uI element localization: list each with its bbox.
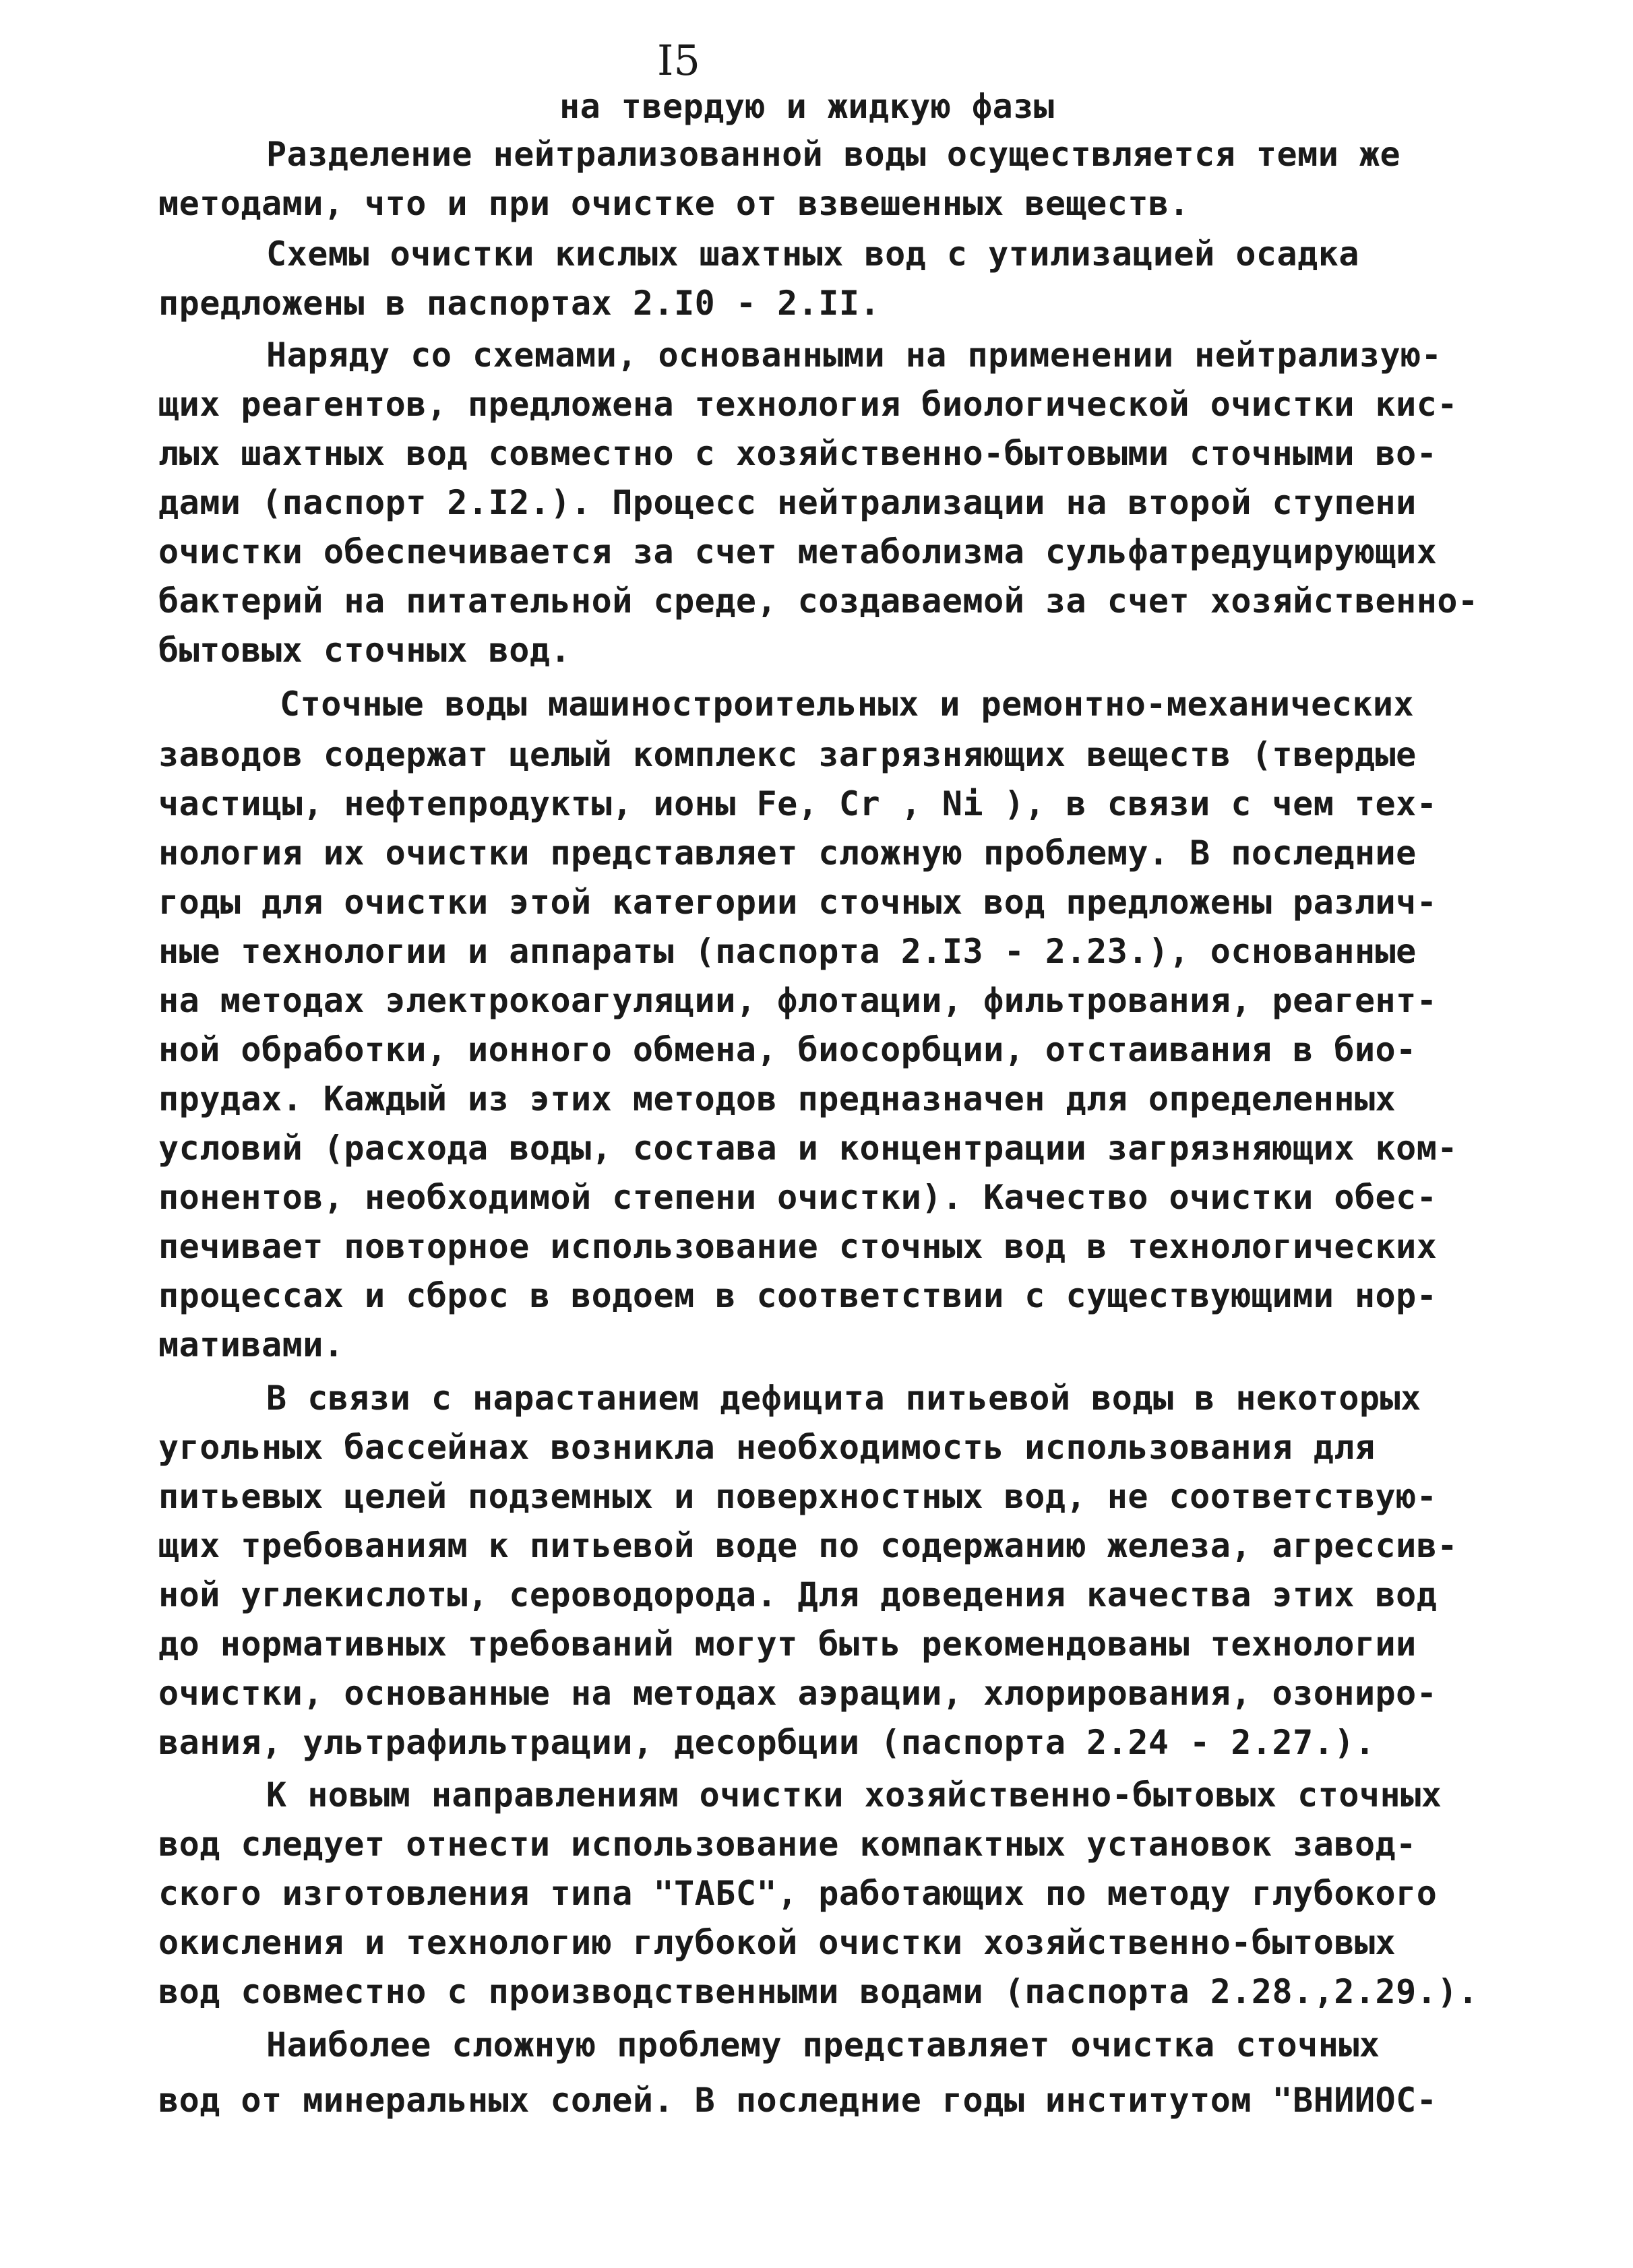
text-line: очистки, основанные на методах аэрации, хлорирования, озониро- xyxy=(158,1674,1438,1713)
text-line: щих требованиям к питьевой воде по содержанию железа, агрессив- xyxy=(158,1526,1458,1565)
text-line: до нормативных требований могут быть рекомендованы технологии xyxy=(158,1625,1417,1664)
text-line: бытовых сточных вод. xyxy=(158,631,572,670)
text-line: ной углекислоты, сероводорода. Для доведения качества этих вод xyxy=(158,1575,1438,1614)
text-line: Разделение нейтрализованной воды осуществляется теми же xyxy=(266,135,1401,174)
text-line: годы для очистки этой категории сточных вод предложены различ- xyxy=(158,883,1438,922)
text-line: вод следует отнести использование компактных установок завод- xyxy=(158,1825,1417,1864)
text-line: бактерий на питательной среде, создаваемой за счет хозяйственно- xyxy=(158,581,1479,621)
text-line: нология их очистки представляет сложную проблему. В последние xyxy=(158,833,1417,873)
text-line: процессах и сброс в водоем в соответствии с существующими нор- xyxy=(158,1276,1438,1315)
text-line: окисления и технологию глубокой очистки хозяйственно-бытовых xyxy=(158,1923,1396,1962)
text-line: В связи с нарастанием дефицита питьевой воды в некоторых xyxy=(266,1379,1421,1418)
text-line: условий (расхода воды, состава и концентрации загрязняющих ком- xyxy=(158,1129,1458,1168)
text-line: угольных бассейнах возникла необходимость использования для xyxy=(158,1428,1376,1467)
text-line: печивает повторное использование сточных вод в технологических xyxy=(158,1227,1438,1266)
text-line: питьевых целей подземных и поверхностных вод, не соответствую- xyxy=(158,1477,1438,1516)
text-line: вод совместно с производственными водами (паспорта 2.28.,2.29.). xyxy=(158,1972,1479,2011)
text-line: частицы, нефтепродукты, ионы Fe, Cr , Ni ), в связи с чем тех- xyxy=(158,784,1438,823)
text-line: Схемы очистки кислых шахтных вод с утилизацией осадка xyxy=(266,234,1359,274)
text-line: щих реагентов, предложена технология биологической очистки кис- xyxy=(158,385,1458,424)
text-line: Наиболее сложную проблему представляет очистка сточных xyxy=(266,2025,1380,2065)
text-line: вод от минеральных солей. В последние годы институтом "ВНИИОС- xyxy=(158,2081,1438,2120)
text-line: прудах. Каждый из этих методов предназначен для определенных xyxy=(158,1079,1396,1119)
text-line: Наряду со схемами, основанными на применении нейтрализую- xyxy=(266,336,1442,375)
text-line: предложены в паспортах 2.I0 - 2.II. xyxy=(158,284,881,323)
text-line: вания, ультрафильтрации, десорбции (паспорта 2.24 - 2.27.). xyxy=(158,1723,1376,1762)
text-line: ной обработки, ионного обмена, биосорбции, отстаивания в био- xyxy=(158,1030,1417,1069)
text-line: Сточные воды машиностроительных и ремонтно-механических xyxy=(280,685,1415,724)
text-line: К новым направлениям очистки хозяйственно-бытовых сточных xyxy=(266,1775,1442,1815)
text-line: на методах электрокоагуляции, флотации, фильтрования, реагент- xyxy=(158,981,1438,1020)
text-line: мативами. xyxy=(158,1325,344,1364)
text-line: понентов, необходимой степени очистки). Качество очистки обес- xyxy=(158,1178,1438,1217)
text-line: методами, что и при очистке от взвешенных веществ. xyxy=(158,184,1190,223)
text-line: на твердую и жидкую фазы xyxy=(559,87,1055,126)
text-line: лых шахтных вод совместно с хозяйственно-бытовыми сточными во- xyxy=(158,434,1438,473)
text-line: очистки обеспечивается за счет метаболизма сульфатредуцирующих xyxy=(158,532,1438,571)
text-line: ные технологии и аппараты (паспорта 2.I3 - 2.23.), основанные xyxy=(158,932,1417,971)
page-number: I5 xyxy=(657,36,700,85)
text-line: дами (паспорт 2.I2.). Процесс нейтрализации на второй ступени xyxy=(158,483,1417,522)
text-line: заводов содержат целый комплекс загрязняющих веществ (твердые xyxy=(158,735,1417,774)
text-line: ского изготовления типа "ТАБС", работающих по методу глубокого xyxy=(158,1874,1438,1913)
